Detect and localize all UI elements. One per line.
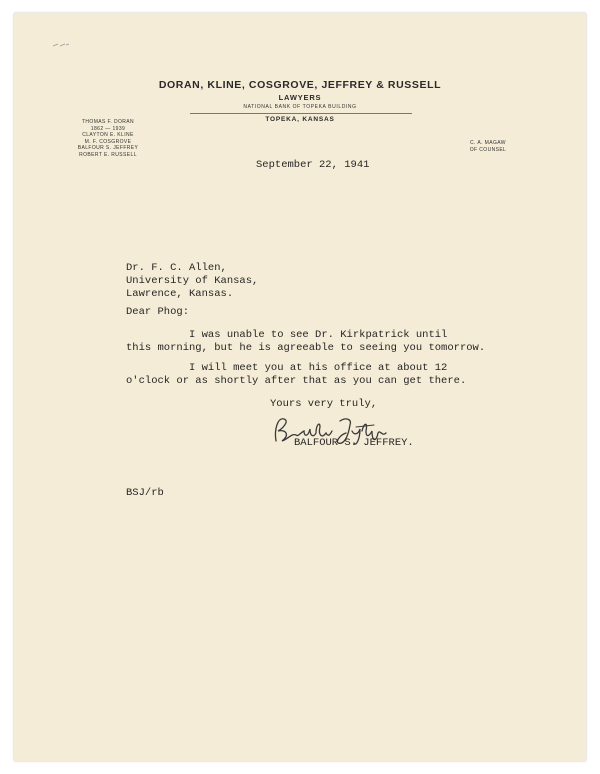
signer-name: BALFOUR S. JEFFREY. [294, 437, 414, 449]
partner-list [70, 119, 146, 158]
letter-date: September 22, 1941 [256, 159, 370, 171]
reference-initials: BSJ/rb [126, 487, 164, 499]
firm-city: TOPEKA, KANSAS [265, 116, 335, 123]
paragraph-line: I was unable to see Dr. Kirkpatrick until [126, 329, 448, 341]
partner-name: CLAYTON E. KLINE [82, 132, 134, 138]
firm-building: NATIONAL BANK OF TOPEKA BUILDING [243, 104, 357, 110]
firm-profession: LAWYERS [278, 93, 322, 102]
of-counsel [456, 140, 520, 153]
partner-name: BALFOUR S. JEFFREY [77, 145, 139, 151]
paragraph-line: o'clock or as shortly after that as you can get there. [126, 375, 467, 387]
letterhead-rule [190, 113, 412, 114]
counsel-name: C. A. MAGAW [470, 140, 506, 146]
partner-dates: 1862 — 1939 [90, 125, 126, 132]
letter-page [14, 13, 586, 761]
salutation: Dear Phog: [126, 306, 190, 318]
firm-name: DORAN, KLINE, COSGROVE, JEFFREY & RUSSELL [158, 79, 442, 91]
paragraph-line: I will meet you at his office at about 12 [126, 362, 448, 374]
partner-name: ROBERT E. RUSSELL [79, 151, 137, 158]
complimentary-close: Yours very truly, [270, 398, 378, 410]
partner-name: M. F. COSGROVE [84, 138, 132, 145]
recipient-line: University of Kansas, [126, 275, 259, 287]
body-paragraph [126, 329, 485, 355]
counsel-title: OF COUNSEL [469, 146, 507, 153]
recipient-line: Lawrence, Kansas. [126, 288, 234, 300]
paragraph-line: this morning, but he is agreeable to seeing you tomorrow. [126, 342, 486, 354]
recipient-address [126, 262, 258, 301]
partner-name: THOMAS F. DORAN [81, 119, 135, 125]
body-paragraph [126, 362, 466, 388]
recipient-line: Dr. F. C. Allen, [126, 262, 227, 274]
pencil-mark [52, 41, 70, 49]
